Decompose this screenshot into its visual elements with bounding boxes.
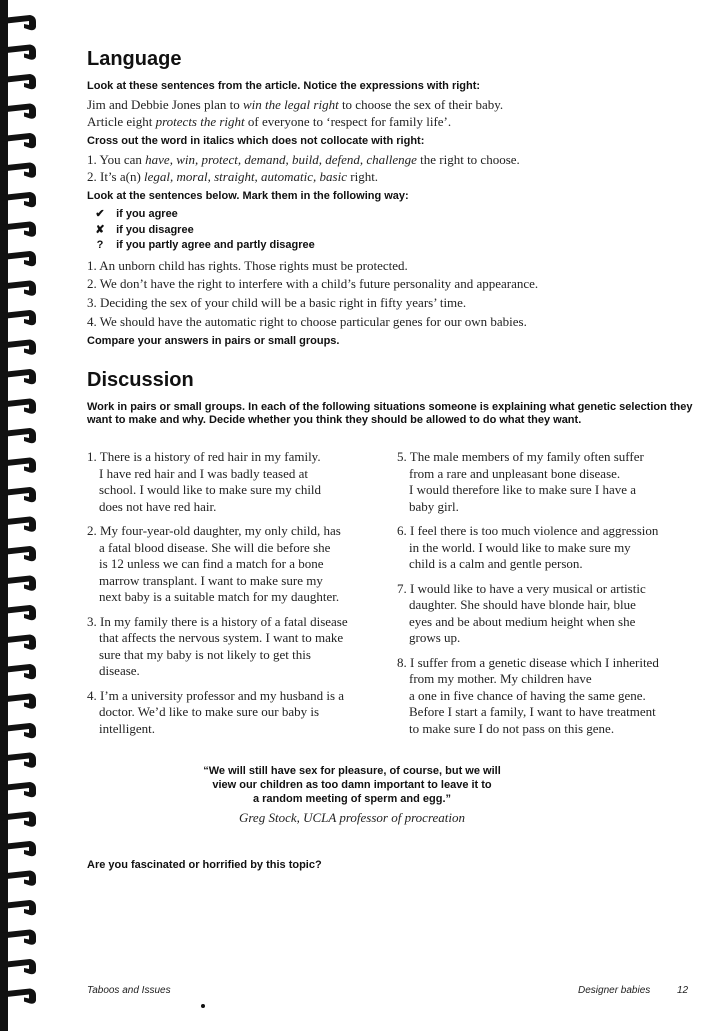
spiral-binding [0, 0, 40, 1031]
language-instruction-2: Cross out the word in italics which does not collocate with right: [87, 135, 425, 147]
situation-5: 5. The male members of my family often suffer from a rare and unpleasant bone disease. I would therefore like to make sure I have a baby girl. [397, 449, 644, 514]
situations-right-column [397, 449, 697, 737]
situation-3: 3. In my family there is a history of a fatal disease that affects the nervous system. I want to make sure that my baby is not likely to get this disease. [87, 613, 348, 678]
statement-2: 2. We don’t have the right to interfere with a child’s future personality and appearance. [87, 276, 539, 291]
statement-3: 3. Deciding the sex of your child will be a basic right in fifty years’ time. [87, 295, 467, 310]
language-instruction-1: Look at these sentences from the article. Notice the expressions with right: [87, 80, 481, 92]
closing-question: Are you fascinated or horrified by this topic? [87, 859, 322, 871]
situation-4: 4. I’m a university professor and my husband is a doctor. We’d like to make sure our baby is intelligent. [87, 687, 345, 736]
mark-legend-agree: ✔ if you agree [87, 207, 178, 220]
section-title-language: Language [87, 48, 182, 70]
situation-1: 1. There is a history of red hair in my family. I have red hair and I was badly teased at school. I would like to make sure my child does not have red hair. [87, 449, 322, 514]
statement-4: 4. We should have the automatic right to choose particular genes for our own babies. [87, 314, 527, 329]
page-number: 12 [677, 985, 689, 996]
situation-2: 2. My four-year-old daughter, my only child, has a fatal blood disease. She will die before she is 12 unless we can find a match for a bone marrow transplant. I want to make sure my next baby is a suitable match for my daughter. [87, 523, 341, 604]
footer-book-title: Taboos and Issues [87, 985, 171, 996]
cross-icon: ✘ [95, 224, 105, 236]
situations-left-column [87, 449, 387, 737]
print-speck [201, 1004, 205, 1008]
question-mark-icon: ? [96, 239, 104, 251]
mark-legend-disagree: ✘ if you disagree [87, 223, 194, 236]
tick-icon: ✔ [95, 208, 105, 220]
pull-quote: “We will still have sex for pleasure, of course, but we will view our children as too damn important to leave it to a random meeting of sperm and egg.” [203, 765, 501, 805]
cross-out-item-2: 2. It’s a(n) legal, moral, straight, automatic, basic right. [87, 169, 379, 184]
example-sentence-1: Jim and Debbie Jones plan to win the legal right to choose the sex of their baby. [87, 97, 504, 112]
discussion-instruction: Work in pairs or small groups. In each of the following situations someone is explaining what genetic selection they want to make and why. Decide whether you think they should be allowed to do what they want. [87, 401, 693, 426]
language-instruction-3: Look at the sentences below. Mark them in the following way: [87, 190, 409, 202]
cross-out-item-1: 1. You can have, win, protect, demand, build, defend, challenge the right to choose. [87, 152, 520, 167]
footer-unit-title: Designer babies [578, 985, 651, 996]
statement-1: 1. An unborn child has rights. Those rights must be protected. [87, 258, 408, 273]
situation-7: 7. I would like to have a very musical or artistic daughter. She should have blonde hair, blue eyes and be about medium height when she grows up. [397, 580, 646, 645]
situation-6: 6. I feel there is too much violence and aggression in the world. I would like to make sure my child is a calm and gentle person. [397, 523, 659, 571]
language-instruction-4: Compare your answers in pairs or small groups. [87, 335, 340, 347]
section-title-discussion: Discussion [87, 369, 194, 391]
situation-8: 8. I suffer from a genetic disease which I inherited from my mother. My children have a one in five chance of having the same gene. Before I start a family, I want to have treatment to make sure I do not pass on this gene. [397, 654, 659, 736]
mark-legend-partly: ? if you partly agree and partly disagree [87, 239, 315, 251]
example-sentence-2: Article eight protects the right of everyone to ‘respect for family life’. [87, 114, 452, 129]
quote-attribution: Greg Stock, UCLA professor of procreation [238, 810, 466, 825]
